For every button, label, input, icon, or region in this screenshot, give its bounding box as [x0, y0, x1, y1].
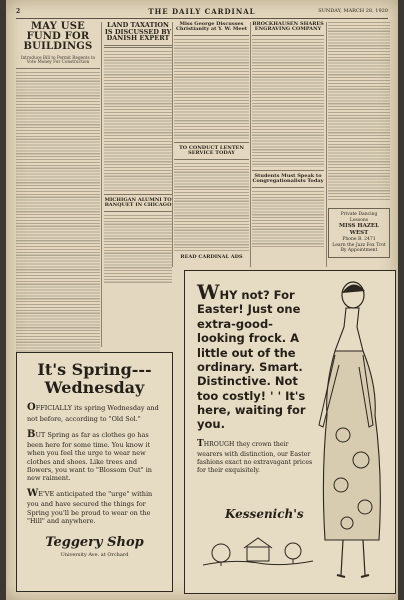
- column-3: [174, 22, 249, 260]
- ad-paragraph-text: UT Spring as far as clothes go has been here for some time. You know it when you feel the urge to wear new clothes and shoes. Like trees and flowers, you want to "Blossom Out" in new raiment.: [27, 430, 152, 482]
- drop-cap: W: [197, 280, 220, 304]
- article-headline: Miss George Discusses Christianity at Y. W. Meet: [175, 21, 248, 33]
- article-body-text: [328, 22, 390, 202]
- article-body-text: [174, 39, 249, 139]
- ad-phone: Phone B. 2471: [342, 237, 376, 242]
- column-1: [16, 22, 100, 352]
- column-rule: [326, 22, 327, 267]
- kessenichs-ad: [184, 270, 396, 594]
- ad-headline: [17, 361, 172, 396]
- divider: [174, 142, 249, 143]
- issue-date: SUNDAY, MARCH 28, 1920: [318, 8, 388, 14]
- divider: [104, 211, 172, 212]
- ad-headline-text: HY not? For Easter! Just one extra-good-looking frock. A little out of the ordinary. Smart. Distinctive. Not too costly! ' ' It's here, waiting for you.: [197, 288, 306, 432]
- ad-paragraph-text: E'VE anticipated the "urge" within you and have secured the things for Spring you'll be proud to wear on the "Hill" and anywhere.: [27, 489, 153, 525]
- newspaper-page: [6, 0, 398, 600]
- article-body-text: [104, 215, 172, 283]
- divider: [252, 35, 324, 36]
- ad-headline-line: It's Spring---: [37, 360, 152, 379]
- article-body-text: [174, 163, 249, 251]
- column-rule: [101, 22, 102, 347]
- ad-paragraph: [27, 402, 162, 423]
- drop-cap: B: [27, 428, 36, 440]
- article-headline: LAND TAXATION IS DISCUSSED BY DANISH EXPERT: [104, 21, 172, 43]
- drop-cap: T: [197, 439, 204, 449]
- article-body-text: [252, 39, 324, 167]
- ad-paragraph: [27, 488, 162, 525]
- ad-paragraph-text: HROUGH they crown their wearers with distinction, our Easter fashions exact no extravagant prices for their exquisitely.: [197, 441, 313, 474]
- article-body-text: [104, 51, 172, 191]
- divider: [174, 35, 249, 36]
- teggery-shop-ad: [16, 352, 173, 592]
- article-deck: Introduce Bill to Permit Regents to Vote Money For Construction: [20, 54, 96, 65]
- fashion-illustration: [313, 275, 391, 587]
- divider: [252, 187, 324, 188]
- divider: [104, 194, 172, 195]
- ad-paragraph: [27, 429, 162, 482]
- ad-line: By Appointment: [340, 248, 378, 254]
- ad-line: Private Dancing Lessons: [340, 212, 378, 223]
- article-headline: TO CONDUCT LENTEN SERVICE TODAY: [179, 145, 244, 157]
- store-address: University Ave. at Orchard: [60, 551, 129, 558]
- divider: [104, 45, 172, 48]
- divider: [16, 68, 100, 69]
- article-headline: MAY USE FUND FOR BUILDINGS: [23, 21, 93, 53]
- dancing-lessons-ad: [328, 208, 390, 258]
- column-rule: [250, 22, 251, 267]
- column-rule: [172, 22, 173, 267]
- newspaper-title: THE DAILY CARDINAL: [148, 7, 256, 16]
- article-headline: Students Must Speak to Congregationalists Today: [252, 173, 324, 185]
- article-headline: BROCKHAUSEN SHARES ENGRAVING COMPANY: [252, 21, 324, 33]
- store-logo: Teggery Shop: [45, 534, 144, 550]
- article-body-text: [252, 191, 324, 249]
- garden-scene-illustration: [203, 533, 313, 571]
- drop-cap: W: [27, 487, 39, 499]
- ad-headline-line: Wednesday: [44, 377, 145, 397]
- column-5: [328, 22, 390, 258]
- page-number: 2: [16, 8, 21, 15]
- column-2: [104, 22, 172, 283]
- article-body-text: [16, 72, 100, 352]
- masthead: [16, 6, 388, 19]
- ad-name: MISS HAZEL WEST: [339, 223, 379, 237]
- ad-paragraph-text: FFICIALLY its spring Wednesday and not before, according to "Old Sol.": [27, 404, 159, 423]
- divider: [174, 159, 249, 160]
- divider: [252, 170, 324, 171]
- ad-headline: [197, 280, 319, 432]
- drop-cap: O: [27, 402, 36, 414]
- article-headline: MICHIGAN ALUMNI TO BANQUET IN CHICAGO: [104, 196, 172, 208]
- ad-line: Learn the Jazz Fox Trot: [332, 242, 386, 248]
- column-4: [252, 22, 324, 249]
- section-footer: READ CARDINAL ADS: [180, 254, 243, 261]
- store-logo: Kessenich's: [225, 507, 304, 521]
- ad-paragraph: [197, 439, 315, 475]
